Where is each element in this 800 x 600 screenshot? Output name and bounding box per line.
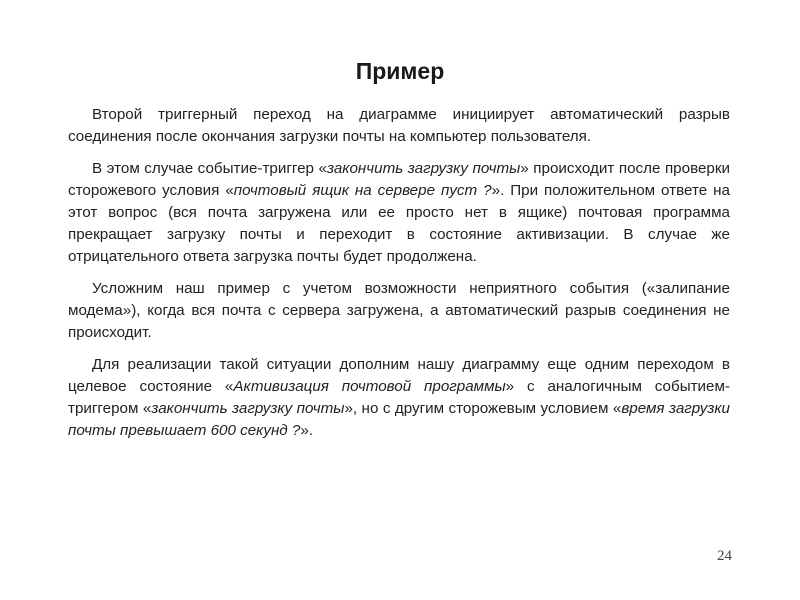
paragraph-2-italic-2: почтовый ящик на сервере пуст ? xyxy=(233,182,492,199)
paragraph-4-italic-1: Активизация почтовой программы xyxy=(233,378,506,395)
paragraph-1-text: Второй триггерный переход на диаграмме инициирует автоматический разрыв соединения после окончания загрузки почты на компьютер пользователя. xyxy=(68,106,730,145)
paragraph-4-text-1: Для реализации такой ситуации дополним нашу диаграмму еще одним переходом в целевое состояние « xyxy=(68,356,730,395)
slide-body xyxy=(68,104,730,452)
paragraph-3 xyxy=(68,278,730,344)
slide-title: Пример xyxy=(355,58,445,84)
paragraph-4-text-3: », но с другим сторожевым условием « xyxy=(344,400,622,417)
paragraph-4-text-4: ». xyxy=(300,422,314,439)
paragraph-2-italic-1: закончить загрузку почты xyxy=(326,160,521,177)
paragraph-4-italic-3: время загрузки почты превышает 600 секунд ? xyxy=(68,400,730,439)
paragraph-1 xyxy=(68,104,730,148)
paragraph-4-text-2: » с аналогичным событием-триггером « xyxy=(68,378,730,417)
paragraph-2 xyxy=(68,158,730,268)
paragraph-2-text-1: В этом случае событие-триггер « xyxy=(92,160,327,177)
paragraph-3-text: Усложним наш пример с учетом возможности неприятного события («залипание модема»), когда вся почта с сервера загружена, а автоматический разрыв соединения не происходит. xyxy=(68,280,730,341)
paragraph-4-italic-2: закончить загрузку почты xyxy=(151,400,345,417)
paragraph-4 xyxy=(68,354,730,442)
paragraph-2-text-3: ». При положительном ответе на этот вопрос (вся почта загружена или ее просто нет в ящике) почтовая программа прекращает загрузку почты и переходит в состояние активизации. В случае же отрицательного ответа загрузка почты будет продолжена. xyxy=(68,182,730,265)
paragraph-2-text-2: » происходит после проверки сторожевого условия « xyxy=(68,160,730,199)
page-number: 24 xyxy=(717,548,732,564)
